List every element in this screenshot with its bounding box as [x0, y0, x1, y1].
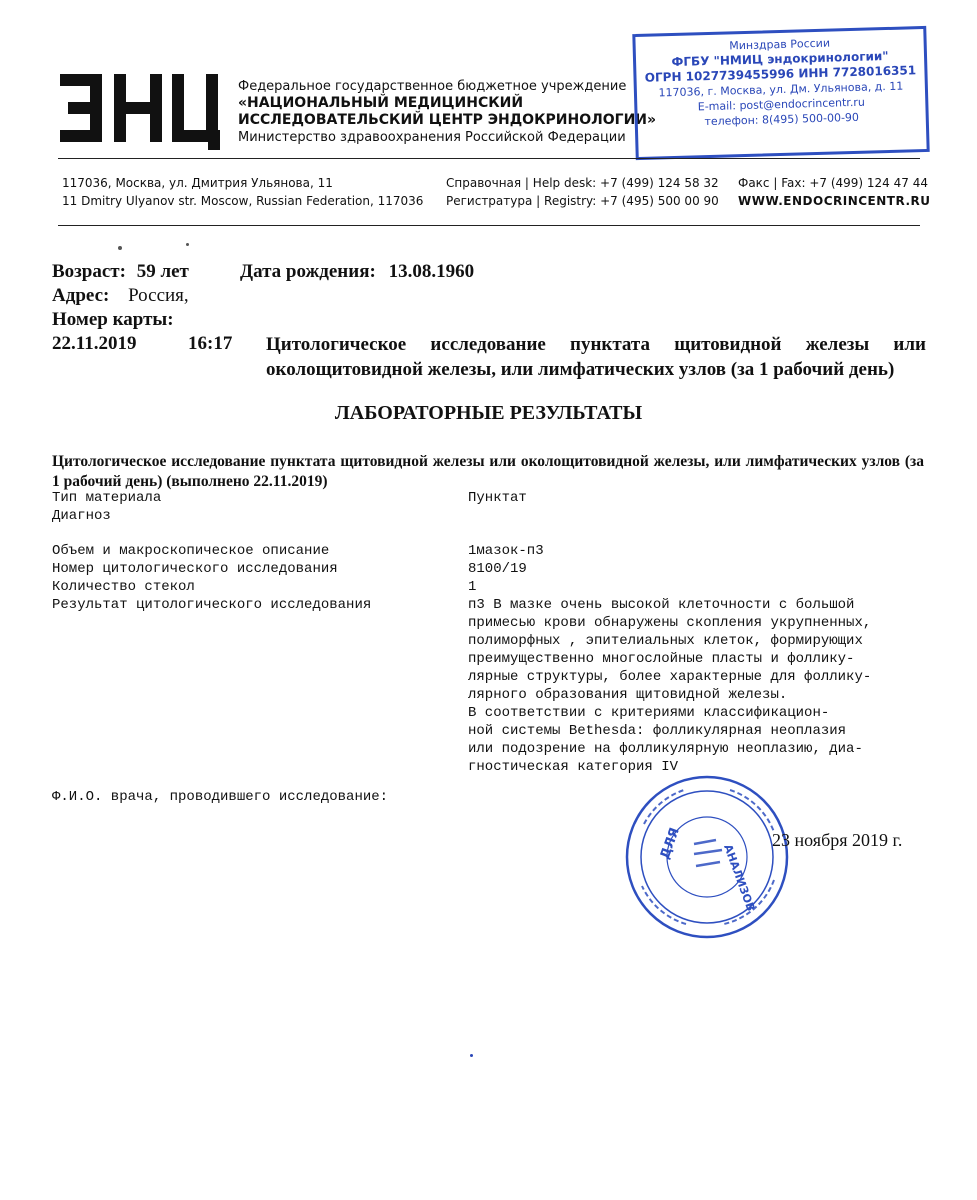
institution-name-1: «НАЦИОНАЛЬНЫЙ МЕДИЦИНСКИЙ — [238, 95, 524, 111]
registry: Регистратура | Registry: +7 (495) 500 00 90 — [446, 194, 719, 208]
logo — [54, 66, 220, 150]
age-row — [52, 260, 189, 284]
dob-row — [240, 260, 474, 284]
helpdesk: Справочная | Help desk: +7 (499) 124 58 32 — [446, 176, 719, 190]
phone-block — [446, 174, 719, 210]
scan-mark — [118, 246, 122, 250]
result-value: п3 В мазке очень высокой клеточности с большой примесью крови обнаружены скопления укрупненных, полиморфных , эпителиальных клеток, формирующих преимущественно многослойные пласты и фоллику- лярные структуры, более характерные для фоллику- лярного образования щитовидной железы. В соответствии с критериями классификацион- ной системы Bethesda: фолликулярная неоплазия или подозрение на фолликулярную неоплазию, диа- гностическая категория IV — [468, 597, 872, 775]
fax-block — [738, 174, 930, 210]
result-label: Результат цитологического исследования — [52, 597, 372, 613]
order-time: 16:17 — [188, 333, 233, 354]
scan-mark — [470, 1054, 473, 1057]
section-title: ЛАБОРАТОРНЫЕ РЕЗУЛЬТАТЫ — [334, 402, 643, 424]
diagnosis-label: Диагноз — [52, 508, 111, 524]
age-value: 59 лет — [136, 261, 189, 282]
institution-type: Федеральное государственное бюджетное учреждение — [238, 79, 627, 94]
material-value: Пунктат — [468, 490, 527, 506]
number-value: 8100/19 — [468, 561, 527, 577]
order-date: 22.11.2019 — [52, 333, 137, 354]
doctor-label: Ф.И.О. врача, проводившего исследование: — [52, 789, 389, 805]
website: WWW.ENDOCRINCENTR.RU — [738, 194, 931, 208]
number-label: Номер цитологического исследования — [52, 561, 338, 577]
stamp-line: E-mail: post@endocrincentr.ru — [697, 95, 866, 114]
address-en: 11 Dmitry Ulyanov str. Moscow, Russian Federation, 117036 — [62, 194, 424, 208]
stamp-line: Минздрав России — [729, 36, 831, 53]
round-stamp-icon — [624, 774, 790, 940]
institution-name-2: ИССЛЕДОВАТЕЛЬСКИЙ ЦЕНТР ЭНДОКРИНОЛОГИИ» — [238, 112, 657, 128]
fax: Факс | Fax: +7 (499) 124 47 44 — [738, 176, 928, 190]
logo-mark — [54, 66, 220, 150]
results-subtitle: Цитологическое исследование пунктата щитовидной железы или околощитовидной железы, или лимфатических узлов (за 1 рабочий день) (выполнено 22.11.2019) — [52, 453, 924, 490]
address-row — [52, 284, 189, 308]
svg-text:ДЛЯ: ДЛЯ — [657, 825, 683, 862]
slides-label: Количество стекол — [52, 579, 195, 595]
address-ru: 117036, Москва, ул. Дмитрия Ульянова, 11 — [62, 176, 333, 190]
round-stamp — [624, 774, 790, 940]
svg-text:АНАЛИЗОВ: АНАЛИЗОВ — [721, 842, 758, 913]
stamp-line: ОГРН 1027739455996 ИНН 7728016351 — [644, 63, 917, 85]
address-label: Адрес: — [52, 285, 110, 306]
address-block — [62, 174, 423, 210]
scan-mark — [186, 243, 189, 246]
dob-label: Дата рождения: — [240, 261, 376, 282]
sign-date: 23 ноября 2019 г. — [772, 830, 903, 850]
address-value: Россия, — [128, 285, 189, 306]
header-divider-top — [58, 158, 920, 159]
age-label: Возраст: — [52, 261, 126, 282]
material-label: Тип материала — [52, 490, 162, 506]
volume-value: 1мазок-п3 — [468, 543, 544, 559]
card-row — [52, 308, 174, 332]
card-label: Номер карты: — [52, 309, 174, 330]
stamp-line: ФГБУ "НМИЦ эндокринологии" — [671, 48, 889, 70]
ministry: Министерство здравоохранения Российской Федерации — [238, 130, 626, 145]
test-title: Цитологическое исследование пунктата щитовидной железы или околощитовидной железы, или лимфатических узлов (за 1 рабочий день) — [266, 334, 926, 380]
institution-block — [238, 78, 657, 146]
header-divider-bottom — [58, 225, 920, 226]
slides-value: 1 — [468, 579, 477, 595]
volume-label: Объем и макроскопическое описание — [52, 543, 330, 559]
stamp-line: телефон: 8(495) 500-00-90 — [704, 110, 860, 129]
dob-value: 13.08.1960 — [388, 261, 475, 282]
organization-stamp — [632, 26, 929, 160]
stamp-line: 117036, г. Москва, ул. Дм. Ульянова, д. 11 — [658, 79, 904, 100]
